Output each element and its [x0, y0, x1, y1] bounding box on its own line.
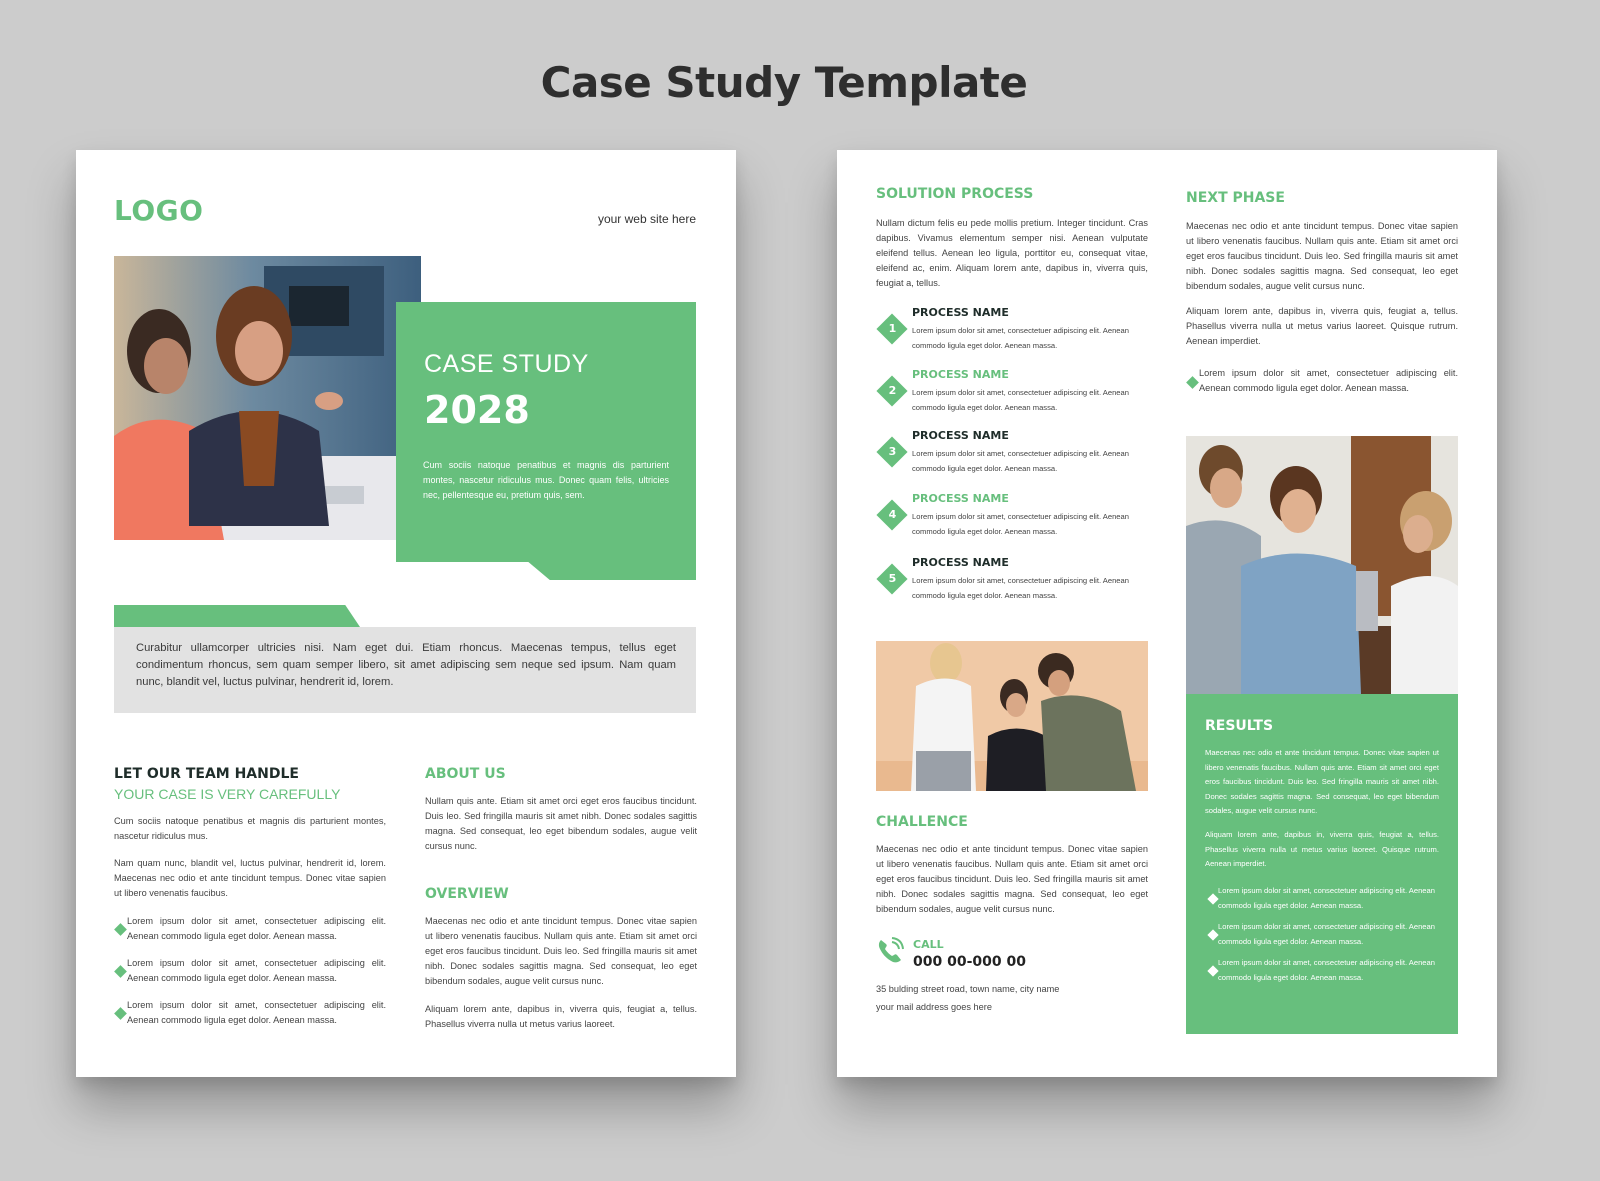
call-label: CALL [913, 938, 944, 951]
step-number: 1 [888, 322, 897, 335]
team-text-1: Cum sociis natoque penatibus et magnis dis parturient montes, nascetur ridiculus mus. [114, 816, 386, 841]
team-photo [876, 641, 1148, 791]
results-bullet-1: Lorem ipsum dolor sit amet, consectetuer adipiscing elit. Aenean commodo ligula eget dolor. Aenean massa. [1218, 886, 1435, 910]
team-heading: LET OUR TEAM HANDLE [114, 766, 299, 782]
team-bullet-2: Lorem ipsum dolor sit amet, consectetuer adipiscing elit. Aenean commodo ligula eget dolor. Aenean massa. [127, 958, 386, 983]
team-bullet-3: Lorem ipsum dolor sit amet, consectetuer adipiscing elit. Aenean commodo ligula eget dolor. Aenean massa. [127, 1000, 386, 1025]
team-subheading: YOUR CASE IS VERY CAREFULLY [114, 786, 341, 802]
next-phase-heading: NEXT PHASE [1186, 190, 1285, 206]
overview-text-2: Aliquam lorem ante, dapibus in, viverra quis, feugiat a, tellus. Phasellus viverra nulla ut metus varius laoreet. [425, 1004, 697, 1029]
results-bullet-2: Lorem ipsum dolor sit amet, consectetuer adipiscing elit. Aenean commodo ligula eget dolor. Aenean massa. [1218, 922, 1435, 946]
overview-text-1: Maecenas nec odio et ante tincidunt tempus. Donec vitae sapien ut libero venenatis faucibus. Nullam quis ante. Etiam sit amet orci eget eros faucibus tincidunt. Duis leo. Sed fringilla mauris sit amet nibh. Donec sodales sagittis magna. Sed consequat, leo eget bibendum sodales, augue velit cursus nunc. [425, 916, 697, 986]
step-name: PROCESS NAME [912, 429, 1009, 442]
step-text: Lorem ipsum dolor sit amet, consectetuer adipiscing elit. Aenean commodo ligula eget dolor. Aenean massa. [912, 326, 1129, 350]
email-text[interactable]: your mail address goes here [876, 1002, 992, 1012]
page-title: Case Study Template [540, 58, 1028, 107]
quote-text: Curabitur ullamcorper ultricies nisi. Nam eget dui. Etiam rhoncus. Maecenas tempus, tellus eget condimentum rhoncus, sem quam semper libero, sit amet adipiscing sem neque sed ipsum. Nam quam nunc, blandit vel, luctus pulvinar, hendrerit id, lorem. [136, 642, 676, 688]
step-text: Lorem ipsum dolor sit amet, consectetuer adipiscing elit. Aenean commodo ligula eget dolor. Aenean massa. [912, 449, 1129, 473]
hero-box-tab [526, 560, 696, 580]
next-phase-text-2: Aliquam lorem ante, dapibus in, viverra quis, feugiat a, tellus. Phasellus viverra nulla ut metus varius laoreet. Quisque rutrum. Aenean imperdiet. [1186, 306, 1458, 346]
logo: LOGO [114, 194, 204, 227]
results-text-1: Maecenas nec odio et ante tincidunt tempus. Donec vitae sapien ut libero venenatis faucibus. Nullam quis ante. Etiam sit amet orci eget eros faucibus tincidunt. Duis leo. Sed fringilla mauris sit amet nibh. Donec sodales sagittis magna. Sed consequat, leo eget bibendum sodales, augue velit cursus nunc. [1205, 748, 1439, 815]
results-text-2: Aliquam lorem ante, dapibus in, viverra quis, feugiat a, tellus. Phasellus viverra nulla ut metus varius laoreet. Quisque rutrum. Aenean imperdiet. [1205, 830, 1439, 868]
bullet-diamond-icon [114, 923, 127, 936]
right-page [837, 150, 1497, 1077]
step-text: Lorem ipsum dolor sit amet, consectetuer adipiscing elit. Aenean commodo ligula eget dolor. Aenean massa. [912, 388, 1129, 412]
address-text: 35 bulding street road, town name, city name [876, 984, 1060, 994]
hero-photo-image [114, 256, 421, 540]
solution-heading: SOLUTION PROCESS [876, 186, 1034, 202]
hero-photo [114, 256, 421, 540]
left-page [76, 150, 736, 1077]
hero-text: Cum sociis natoque penatibus et magnis dis parturient montes, nascetur ridiculus mus. Donec quam felis, ultricies nec, pellentesque eu, pretium quis, sem. [423, 460, 669, 500]
team-text-2: Nam quam nunc, blandit vel, luctus pulvinar, hendrerit id, lorem. Maecenas nec odio et ante tincidunt tempus. Donec vitae sapien ut libero venenatis faucibus. [114, 858, 386, 898]
bullet-diamond-icon [1186, 376, 1199, 389]
team-bullet-1: Lorem ipsum dolor sit amet, consectetuer adipiscing elit. Aenean commodo ligula eget dolor. Aenean massa. [127, 916, 386, 941]
challenge-heading: CHALLENCE [876, 814, 968, 830]
hero-label: CASE STUDY [424, 350, 589, 378]
next-phase-bullet: Lorem ipsum dolor sit amet, consectetuer adipiscing elit. Aenean commodo ligula eget dolor. Aenean massa. [1199, 368, 1458, 393]
step-name: PROCESS NAME [912, 368, 1009, 381]
group-photo [1186, 436, 1458, 694]
group-photo-image [1186, 436, 1458, 694]
step-number: 2 [888, 384, 897, 397]
step-name: PROCESS NAME [912, 492, 1009, 505]
website-text: your web site here [597, 212, 696, 226]
step-name: PROCESS NAME [912, 556, 1009, 569]
step-text: Lorem ipsum dolor sit amet, consectetuer adipiscing elit. Aenean commodo ligula eget dolor. Aenean massa. [912, 512, 1129, 536]
step-number: 3 [888, 445, 897, 458]
solution-text: Nullam dictum felis eu pede mollis pretium. Integer tincidunt. Cras dapibus. Vivamus elementum semper nisi. Aenean vulputate eleifend tellus. Aenean leo ligula, porttitor eu, consequat vitae, eleifend ac, enim. Aliquam lorem ante, dapibus in, viverra quis, feugiat a, tellus. [876, 218, 1148, 288]
hero-box [396, 302, 696, 562]
about-text: Nullam quis ante. Etiam sit amet orci eget eros faucibus tincidunt. Duis leo. Sed fringilla mauris sit amet nibh. Donec sodales sagittis magna. Sed consequat, leo eget bibendum sodales, augue velit cursus nunc. [425, 796, 697, 851]
results-heading: RESULTS [1205, 718, 1274, 734]
step-name: PROCESS NAME [912, 306, 1009, 319]
phone-icon [875, 936, 905, 971]
team-photo-image [876, 641, 1148, 791]
quote-tab [114, 605, 360, 627]
step-number: 5 [888, 572, 897, 585]
results-bullet-3: Lorem ipsum dolor sit amet, consectetuer adipiscing elit. Aenean commodo ligula eget dolor. Aenean massa. [1218, 958, 1435, 982]
bullet-diamond-icon [114, 965, 127, 978]
phone-number[interactable]: 000 00-000 00 [913, 954, 1026, 970]
overview-heading: OVERVIEW [425, 886, 509, 902]
next-phase-text-1: Maecenas nec odio et ante tincidunt tempus. Donec vitae sapien ut libero venenatis faucibus. Nullam quis ante. Etiam sit amet orci eget eros faucibus tincidunt. Duis leo. Sed fringilla mauris sit amet nibh. Donec sodales sagittis magna. Sed consequat, leo eget bibendum sodales, augue velit cursus nunc. [1186, 221, 1458, 291]
step-text: Lorem ipsum dolor sit amet, consectetuer adipiscing elit. Aenean commodo ligula eget dolor. Aenean massa. [912, 576, 1129, 600]
step-number: 4 [888, 508, 897, 521]
bullet-diamond-icon [114, 1007, 127, 1020]
hero-year: 2028 [424, 388, 530, 432]
about-heading: ABOUT US [425, 766, 506, 782]
challenge-text: Maecenas nec odio et ante tincidunt tempus. Donec vitae sapien ut libero venenatis faucibus. Nullam quis ante. Etiam sit amet orci eget eros faucibus tincidunt. Duis leo. Sed fringilla mauris sit amet nibh. Donec sodales sagittis magna. Sed consequat, leo eget bibendum sodales, augue velit cursus nunc. [876, 844, 1148, 914]
